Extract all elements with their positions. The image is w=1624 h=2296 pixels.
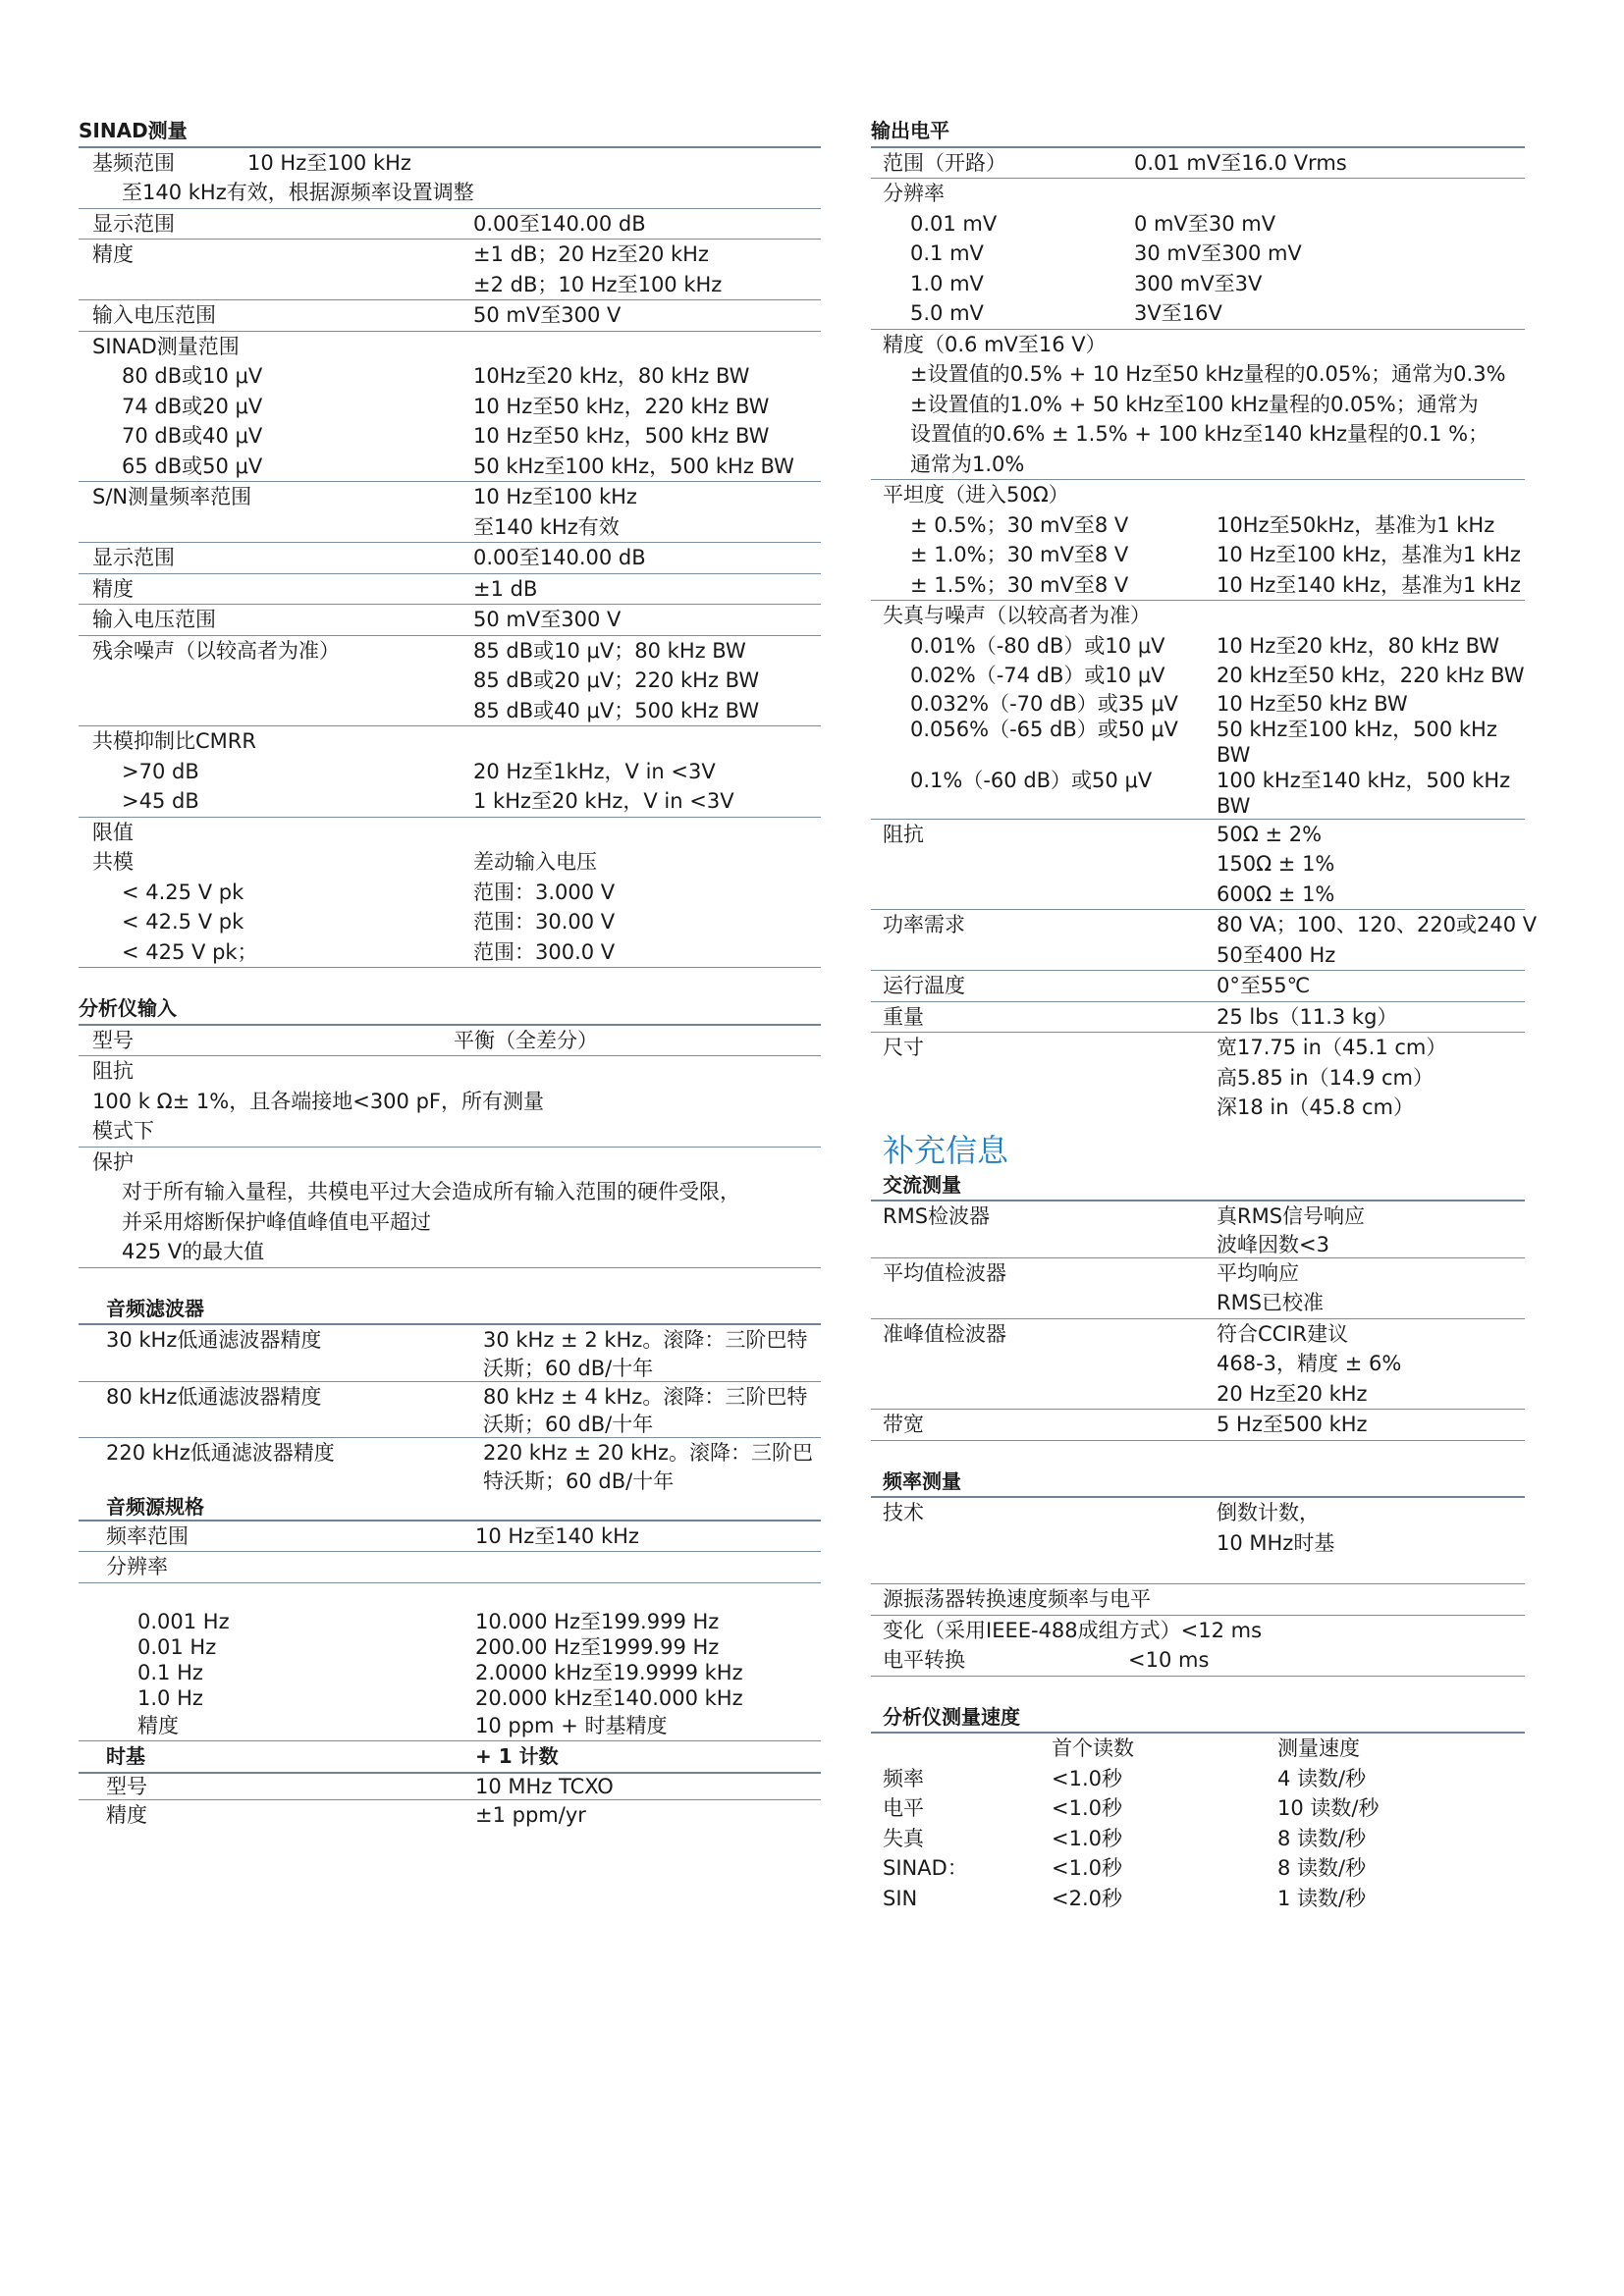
spec-row (79, 1356, 821, 1382)
spec-value: 特沃斯；60 dB/十年 (483, 1468, 675, 1493)
spec-value: 80 VA；100、120、220或240 V (1217, 913, 1538, 936)
spec-value: 符合CCIR建议 (1217, 1321, 1349, 1346)
spec-row (871, 691, 1525, 717)
spec-label: 平均值检波器 (883, 1260, 1006, 1285)
spec-row (79, 666, 821, 696)
spec-label: ± 1.5%；30 mV至8 V (910, 572, 1129, 597)
spec-row (871, 1528, 1525, 1559)
section-heading (79, 1294, 821, 1326)
spec-label: 74 dB或20 μV (122, 394, 263, 418)
spec-value: 200.00 Hz至1999.99 Hz (475, 1634, 720, 1659)
spec-label: 型号 (92, 1028, 134, 1052)
spec-label: 失真 (883, 1826, 924, 1850)
spec-label: 电平转换 (883, 1648, 965, 1672)
spec-value: 10 Hz至100 kHz，基准为1 kHz (1217, 543, 1521, 566)
spec-row (79, 178, 821, 209)
spec-label: 分析仪测量速度 (883, 1704, 1020, 1729)
right-column (871, 116, 1538, 1913)
spec-row (871, 1002, 1525, 1034)
spec-value: 0.00至140.00 dB (473, 546, 646, 569)
spec-value: 10 Hz至140 kHz (475, 1523, 639, 1548)
spec-label: 80 kHz低通滤波器精度 (106, 1384, 322, 1409)
spec-label: 分辨率 (106, 1555, 168, 1578)
spec-row (871, 1288, 1525, 1319)
spec-value: 50Ω ± 2% (1217, 822, 1323, 846)
spec-row (871, 971, 1525, 1002)
spec-label: 至140 kHz有效，根据源频率设置调整 (122, 181, 474, 204)
spec-value: 首个读数 (1052, 1736, 1134, 1760)
spec-label: >45 dB (122, 789, 199, 813)
spec-value: 10 Hz至140 kHz，基准为1 kHz (1217, 572, 1521, 597)
spec-value: 10 MHz TCXO (475, 1774, 614, 1798)
spec-value: 沃斯；60 dB/十年 (483, 1413, 654, 1436)
spec-label: 0.01%（-80 dB）或10 μV (910, 633, 1165, 658)
spec-label: 时基 (106, 1744, 145, 1768)
spacer (79, 968, 821, 993)
spec-label: 准峰值检波器 (883, 1321, 1006, 1346)
spec-value: 30 mV至300 mV (1134, 241, 1302, 265)
spec-label: 精度（0.6 mV至16 V） (883, 332, 1107, 356)
spec-label: 失真与噪声（以较高者为准） (883, 604, 1151, 627)
section-heading (79, 1741, 821, 1774)
spec-value: 范围：30.00 V (473, 910, 616, 934)
spec-label: 阻抗 (883, 822, 924, 846)
spec-label: 共模抑制比CMRR (92, 729, 256, 753)
spec-row (79, 878, 821, 908)
spec-value: 50 kHz至100 kHz，500 kHz BW (473, 454, 794, 478)
spec-value: 220 kHz ± 20 kHz。滚降：三阶巴 (483, 1441, 814, 1465)
spec-row (79, 907, 821, 937)
spec-value: 0.00至140.00 dB (473, 211, 646, 236)
spec-row (871, 1379, 1525, 1411)
spec-label: 70 dB或40 μV (122, 424, 263, 448)
spec-value: ±1 dB；20 Hz至20 kHz (473, 242, 709, 266)
section-heading (79, 1494, 821, 1522)
spec-row (79, 937, 821, 969)
spec-label: < 4.25 V pk (122, 880, 244, 904)
spec-value: 5 Hz至500 kHz (1217, 1413, 1368, 1436)
spec-value: 沃斯；60 dB/十年 (483, 1356, 654, 1380)
spec-label: 基频范围 (92, 150, 175, 175)
spec-value: 10 Hz至50 kHz，500 kHz BW (473, 424, 770, 448)
spec-row (79, 1711, 821, 1742)
spec-label: 0.001 Hz (137, 1609, 230, 1633)
spec-label: 电平 (883, 1796, 924, 1820)
spec-label: 并采用熔断保护峰值峰值电平超过 (122, 1209, 431, 1234)
spec-label: 精度 (92, 242, 134, 266)
spec-value: 至140 kHz有效 (473, 514, 620, 539)
spec-row (79, 1412, 821, 1438)
spec-label: RMS检波器 (883, 1204, 991, 1228)
spec-row (79, 148, 821, 179)
spec-label: 精度 (106, 1802, 147, 1827)
spec-row (871, 1884, 1525, 1914)
spec-label: 对于所有输入量程，共模电平过大会造成所有输入范围的硬件受限， (122, 1180, 740, 1203)
spec-value: 8 读数/秒 (1277, 1856, 1367, 1880)
spec-label: 残余噪声（以较高者为准） (92, 638, 340, 663)
spacer (79, 1583, 821, 1609)
spec-label: 型号 (106, 1774, 147, 1798)
spec-label: 输入电压范围 (92, 303, 216, 327)
spec-label: 65 dB或50 μV (122, 454, 263, 478)
spec-value: 10 Hz至50 kHz BW (1217, 691, 1408, 716)
spec-label: 分辨率 (883, 182, 945, 205)
spec-value: 4 读数/秒 (1277, 1766, 1367, 1790)
spec-label: 平坦度（进入50Ω） (883, 483, 1069, 507)
spec-value: 8 读数/秒 (1277, 1826, 1367, 1850)
spec-label: >70 dB (122, 759, 199, 783)
spec-value: 50至400 Hz (1217, 942, 1336, 967)
spec-value: 50 mV至300 V (473, 608, 622, 631)
spec-label: ±设置值的1.0% + 50 kHz至100 kHz量程的0.05%；通常为 (910, 392, 1479, 416)
spec-row (871, 480, 1525, 510)
spec-label: < 425 V pk； (122, 939, 258, 964)
spec-row (871, 179, 1525, 209)
spec-value: 0°至55℃ (1217, 974, 1311, 997)
spec-value: 范围：3.000 V (473, 880, 616, 904)
spec-row (871, 450, 1525, 481)
spec-row (79, 1438, 821, 1468)
spec-label: 带宽 (883, 1413, 924, 1436)
spec-value: 20.000 kHz至140.000 kHz (475, 1685, 743, 1710)
spec-label: 425 V的最大值 (122, 1240, 265, 1263)
spec-label: 补充信息 (883, 1131, 1009, 1169)
spec-row (871, 1319, 1525, 1350)
spec-row (871, 820, 1525, 850)
spec-value: 10 Hz至100 kHz (473, 485, 637, 508)
spec-label: 220 kHz低通滤波器精度 (106, 1441, 335, 1465)
spec-label: SINAD测量 (79, 119, 188, 142)
spec-label: ± 0.5%；30 mV至8 V (910, 512, 1129, 537)
spec-row (871, 631, 1525, 662)
spec-label: 音频滤波器 (106, 1296, 204, 1320)
spec-label: 0.1%（-60 dB）或50 μV (910, 768, 1153, 792)
spec-value: 测量速度 (1277, 1736, 1360, 1760)
spec-value: 150Ω ± 1% (1217, 852, 1335, 876)
spec-value: <1.0秒 (1052, 1856, 1122, 1880)
spec-row (79, 361, 821, 392)
spec-label: 通常为1.0% (910, 452, 1025, 476)
spec-label: 共模 (92, 850, 134, 874)
spec-label: 30 kHz低通滤波器精度 (106, 1328, 322, 1352)
spec-row (79, 482, 821, 512)
spec-label: SINAD测量范围 (92, 334, 240, 358)
spec-row (871, 880, 1525, 911)
spec-row (79, 392, 821, 422)
spec-label: 分析仪输入 (79, 996, 177, 1020)
spec-value: 600Ω ± 1% (1217, 881, 1335, 906)
spec-value: 20 kHz至50 kHz，220 kHz BW (1217, 664, 1525, 687)
spec-value: + 1 计数 (475, 1744, 559, 1768)
spec-label: 精度 (92, 576, 134, 601)
spec-row (79, 209, 821, 240)
spec-row (871, 1063, 1525, 1094)
spec-label: 频率范围 (106, 1523, 189, 1548)
spec-value: 10 MHz时基 (1217, 1530, 1335, 1555)
spec-value: BW (1217, 793, 1251, 818)
spec-label: 80 dB或10 μV (122, 364, 263, 388)
spec-label: 限值 (92, 820, 134, 844)
spec-value: RMS已校准 (1217, 1291, 1325, 1314)
spec-label: 0.02%（-74 dB）或10 μV (910, 664, 1165, 687)
spec-row (871, 510, 1525, 541)
spec-value: <2.0秒 (1052, 1886, 1122, 1910)
spec-row (871, 940, 1525, 972)
spec-row (79, 1056, 821, 1087)
section-heading (79, 993, 821, 1026)
spec-row (871, 1584, 1525, 1616)
spec-label: 5.0 mV (910, 301, 984, 325)
spec-label: 0.01 Hz (137, 1634, 217, 1659)
spec-label: 尺寸 (883, 1036, 924, 1059)
spec-value: 0.01 mV至16.0 Vrms (1134, 150, 1347, 175)
spec-value: 波峰因数<3 (1217, 1232, 1329, 1256)
spacer (871, 1558, 1525, 1584)
spec-row (79, 605, 821, 636)
spec-value: 10 Hz至50 kHz，220 kHz BW (473, 394, 770, 418)
spec-label: 保护 (92, 1149, 134, 1174)
spec-value: 10 读数/秒 (1277, 1796, 1380, 1820)
spec-row (79, 636, 821, 667)
section-heading (871, 1170, 1525, 1202)
spec-value: 10 ppm + 时基精度 (475, 1713, 668, 1737)
spec-label: 显示范围 (92, 546, 175, 569)
spec-value: 10Hz至20 kHz，80 kHz BW (473, 364, 750, 388)
spec-value: 范围：300.0 V (473, 939, 616, 964)
spec-label: 音频源规格 (106, 1494, 204, 1519)
spec-label: 0.01 mV (910, 211, 998, 236)
spec-row (871, 1824, 1525, 1854)
spec-value: ±2 dB；10 Hz至100 kHz (473, 272, 723, 296)
spec-value: 差动输入电压 (473, 850, 597, 874)
spec-label: 设置值的0.6% ± 1.5% + 100 kHz至140 kHz量程的0.1 %； (910, 422, 1489, 446)
spec-label: SINAD： (883, 1856, 968, 1880)
spec-row (79, 1609, 821, 1634)
spec-label: ±设置值的0.5% + 10 Hz至50 kHz量程的0.05%；通常为0.3% (910, 362, 1506, 386)
spec-label: 频率测量 (883, 1468, 961, 1493)
spacer (871, 1677, 1525, 1702)
spec-value: 85 dB或20 μV；220 kHz BW (473, 668, 760, 692)
spec-row (79, 1382, 821, 1413)
spec-value: 10 Hz至20 kHz，80 kHz BW (1217, 633, 1500, 658)
spec-value: ±1 ppm/yr (475, 1802, 586, 1827)
spec-row (79, 1177, 821, 1207)
spec-row (871, 849, 1525, 880)
spec-row (79, 1468, 821, 1494)
spec-label: 源振荡器转换速度频率与电平 (883, 1587, 1151, 1611)
spec-value: 85 dB或40 μV；500 kHz BW (473, 698, 760, 722)
spec-label: 范围（开路） (883, 150, 1006, 175)
spec-row (871, 1033, 1525, 1063)
spec-label: 1.0 mV (910, 271, 984, 295)
spec-row (871, 330, 1525, 360)
spacer (871, 1441, 1525, 1467)
spec-row (871, 419, 1525, 450)
spec-row (79, 300, 821, 332)
spec-row (871, 1498, 1525, 1528)
spec-row (871, 601, 1525, 631)
spec-row (871, 148, 1525, 180)
spec-value: 深18 in（45.8 cm） (1217, 1095, 1414, 1119)
spec-row (79, 1026, 821, 1057)
spec-row (79, 1552, 821, 1583)
spec-row (79, 1325, 821, 1356)
spec-value: <1.0秒 (1052, 1826, 1122, 1850)
section-heading (871, 1702, 1525, 1735)
spec-row (871, 1645, 1525, 1677)
spec-row (79, 543, 821, 574)
spec-value: 平均响应 (1217, 1260, 1299, 1285)
spec-label: 输出电平 (871, 119, 949, 142)
spec-row (871, 540, 1525, 570)
spec-row (79, 1522, 821, 1553)
spec-row (871, 209, 1525, 240)
spec-label: < 42.5 V pk (122, 910, 244, 934)
spec-row (79, 696, 821, 727)
section-title (871, 1123, 1525, 1170)
spec-row (871, 1232, 1525, 1258)
spec-row (79, 1774, 821, 1800)
spec-label: 精度 (137, 1713, 179, 1737)
spec-value: 10.000 Hz至199.999 Hz (475, 1609, 720, 1633)
spec-value: 1 kHz至20 kHz，V in <3V (473, 789, 734, 813)
spec-row (871, 768, 1525, 793)
spec-label: 技术 (883, 1501, 924, 1524)
spec-row (871, 1258, 1525, 1289)
spec-label: S/N测量频率范围 (92, 485, 252, 508)
spec-value: 25 lbs（11.3 kg） (1217, 1004, 1398, 1029)
spec-value: 10Hz至50kHz，基准为1 kHz (1217, 512, 1495, 537)
spec-row (871, 910, 1538, 940)
spec-label: 模式下 (92, 1119, 154, 1143)
spec-value: 50 mV至300 V (473, 303, 622, 327)
spec-row (79, 757, 821, 787)
spec-value: 0 mV至30 mV (1134, 211, 1276, 236)
left-column (79, 116, 821, 1830)
spec-row (79, 270, 821, 301)
spec-row (79, 1237, 821, 1268)
spec-row (79, 452, 821, 483)
spec-label: 显示范围 (92, 211, 175, 236)
spec-row (79, 818, 821, 848)
spec-value: <10 ms (1128, 1648, 1210, 1672)
spec-row (871, 661, 1525, 691)
spec-value: 高5.85 in（14.9 cm） (1217, 1065, 1435, 1090)
spec-value: 50 kHz至100 kHz，500 kHz (1217, 717, 1497, 741)
spec-row (871, 1201, 1525, 1232)
spec-value: 85 dB或10 μV；80 kHz BW (473, 638, 746, 663)
spec-row (871, 717, 1525, 742)
spec-value: BW (1217, 742, 1251, 767)
spec-row (79, 421, 821, 452)
spec-row (79, 1685, 821, 1711)
spec-label: 0.1 Hz (137, 1660, 203, 1684)
spec-row (79, 786, 821, 818)
spec-row (871, 359, 1525, 390)
spec-row (871, 1853, 1525, 1884)
spec-row (79, 1207, 821, 1238)
spacer (79, 1268, 821, 1294)
spec-label: 频率 (883, 1766, 924, 1790)
spec-row (871, 390, 1525, 420)
spec-label: 0.056%（-65 dB）或50 μV (910, 717, 1178, 741)
spec-label: ± 1.0%；30 mV至8 V (910, 543, 1129, 566)
spec-row (79, 1148, 821, 1178)
spec-row (79, 1116, 821, 1148)
spec-value: 3V至16V (1134, 301, 1222, 325)
spec-row (79, 1634, 821, 1660)
section-heading (79, 116, 821, 148)
spec-label: 阻抗 (92, 1059, 134, 1083)
spec-row (871, 1349, 1525, 1379)
spec-value: 20 Hz至1kHz，V in <3V (473, 759, 716, 783)
spec-value: 20 Hz至20 kHz (1217, 1381, 1368, 1406)
spec-row (871, 298, 1525, 330)
spec-row (79, 726, 821, 757)
spec-label: 100 k Ω± 1%，且各端接地<300 pF，所有测量 (92, 1089, 544, 1113)
spec-value: 宽17.75 in（45.1 cm） (1217, 1036, 1447, 1059)
spec-row (871, 1410, 1525, 1441)
spec-value: <1.0秒 (1052, 1796, 1122, 1820)
spec-row (79, 1800, 821, 1831)
spec-value: 300 mV至3V (1134, 271, 1263, 295)
spec-label: 交流测量 (883, 1172, 961, 1197)
spec-row (79, 1087, 821, 1117)
spec-label: 1.0 Hz (137, 1685, 203, 1710)
spec-row (871, 1734, 1525, 1764)
spec-value: 10 Hz至100 kHz (247, 150, 411, 175)
section-heading (871, 1467, 1525, 1499)
spec-row (871, 1616, 1525, 1646)
spec-value: 468-3，精度 ± 6% (1217, 1352, 1402, 1375)
spec-row (79, 240, 821, 270)
spec-row (79, 1660, 821, 1685)
spec-row (871, 742, 1525, 768)
spec-value: 平衡（全差分） (454, 1028, 598, 1052)
spec-row (871, 269, 1525, 299)
spec-value: <1.0秒 (1052, 1766, 1122, 1790)
spec-label: 重量 (883, 1004, 924, 1029)
spec-label: 0.032%（-70 dB）或35 μV (910, 691, 1178, 716)
spec-row (871, 570, 1525, 602)
spec-row (79, 512, 821, 544)
spec-value: 2.0000 kHz至19.9999 kHz (475, 1660, 743, 1684)
section-heading (871, 116, 1525, 148)
spec-value: 80 kHz ± 4 kHz。滚降：三阶巴特 (483, 1384, 808, 1409)
spec-value: 30 kHz ± 2 kHz。滚降：三阶巴特 (483, 1328, 808, 1352)
spec-row (79, 332, 821, 362)
spec-label: 输入电压范围 (92, 608, 216, 631)
spec-label: 变化（采用IEEE-488成组方式）<12 ms (883, 1618, 1263, 1642)
spec-row (871, 1093, 1525, 1123)
spec-row (871, 239, 1525, 269)
spec-value: 真RMS信号响应 (1217, 1204, 1366, 1228)
spec-row (871, 793, 1525, 820)
spec-row (871, 1793, 1525, 1824)
spec-value: 倒数计数， (1217, 1501, 1320, 1524)
spec-value: 1 读数/秒 (1277, 1886, 1367, 1910)
spec-row (79, 847, 821, 878)
spec-label: 运行温度 (883, 974, 965, 997)
spec-label: SIN (883, 1886, 918, 1910)
spec-row (871, 1764, 1525, 1794)
spec-row (79, 574, 821, 606)
spec-label: 功率需求 (883, 913, 965, 936)
spec-value: ±1 dB (473, 576, 538, 601)
spec-label: 0.1 mV (910, 241, 984, 265)
spec-value: 100 kHz至140 kHz，500 kHz (1217, 768, 1511, 792)
